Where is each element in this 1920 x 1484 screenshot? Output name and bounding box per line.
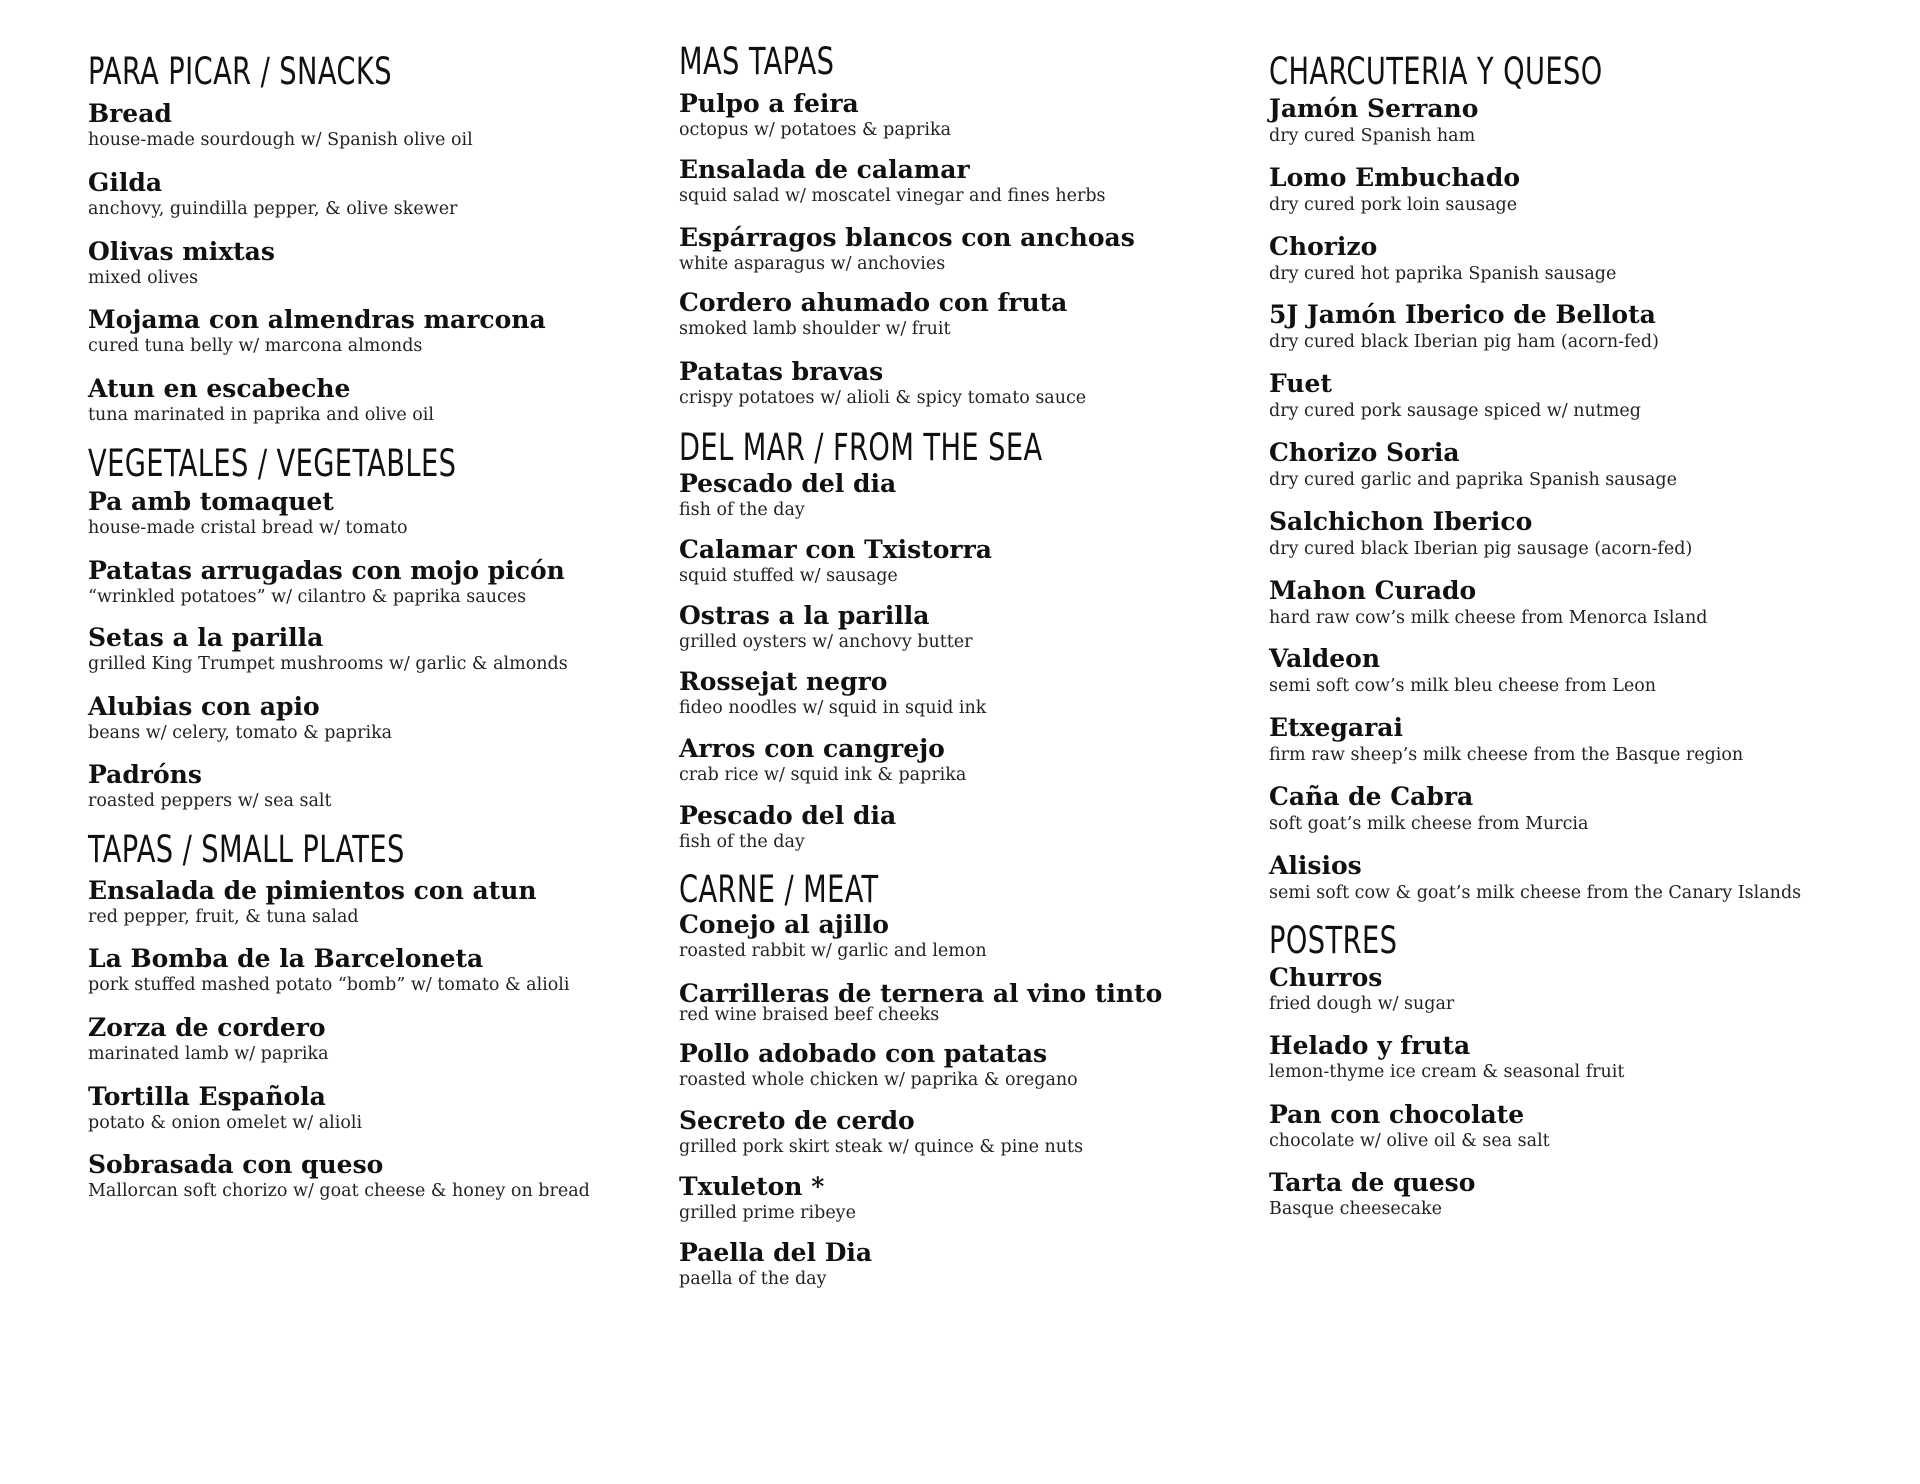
item-description: Basque cheesecake: [1269, 1199, 1442, 1219]
item-description: semi soft cow & goat’s milk cheese from the Canary Islands: [1269, 883, 1802, 903]
item-name: Pa amb tomaquet: [88, 487, 334, 516]
item-description: red pepper, fruit, & tuna salad: [88, 907, 359, 927]
section-title-vegetables: VEGETALES / VEGETABLES: [88, 442, 457, 485]
item-name: Jamón Serrano: [1269, 94, 1479, 123]
item-name: Pescado del dia: [679, 801, 897, 830]
item-name: Alubias con apio: [88, 692, 320, 721]
item-name: Pollo adobado con patatas: [679, 1039, 1048, 1068]
item-description: beans w/ celery, tomato & paprika: [88, 723, 393, 743]
item-name: Mojama con almendras marcona: [88, 305, 546, 334]
item-name: Ensalada de calamar: [679, 155, 970, 184]
item-name: Helado y fruta: [1269, 1031, 1471, 1060]
item-description: semi soft cow’s milk bleu cheese from Leon: [1269, 676, 1657, 696]
item-description: house-made cristal bread w/ tomato: [88, 518, 408, 538]
item-name: Pescado del dia: [679, 469, 897, 498]
item-name: Chorizo: [1269, 232, 1378, 261]
section-title-small-plates: TAPAS / SMALL PLATES: [88, 828, 405, 871]
section-title-from-the-sea: DEL MAR / FROM THE SEA: [679, 426, 1043, 469]
item-description: lemon-thyme ice cream & seasonal fruit: [1269, 1062, 1625, 1082]
item-name: Salchichon Iberico: [1269, 507, 1533, 536]
item-name: Arros con cangrejo: [679, 734, 945, 763]
item-description: mixed olives: [88, 268, 199, 288]
item-description: fried dough w/ sugar: [1269, 994, 1455, 1014]
item-name: Pan con chocolate: [1269, 1100, 1525, 1129]
item-name: Patatas bravas: [679, 357, 884, 386]
item-name: Conejo al ajillo: [679, 910, 889, 939]
item-description: crispy potatoes w/ alioli & spicy tomato sauce: [679, 388, 1087, 408]
item-description: dry cured hot paprika Spanish sausage: [1269, 264, 1617, 284]
item-description: roasted whole chicken w/ paprika & oregano: [679, 1070, 1078, 1090]
section-title-meat: CARNE / MEAT: [679, 868, 879, 911]
item-name: Carrilleras de ternera al vino tinto: [679, 979, 1163, 1008]
menu-column-1: [88, 0, 648, 1484]
item-description: grilled King Trumpet mushrooms w/ garlic & almonds: [88, 654, 568, 674]
item-description: dry cured pork loin sausage: [1269, 195, 1518, 215]
item-description: grilled prime ribeye: [679, 1203, 856, 1223]
item-name: Chorizo Soria: [1269, 438, 1460, 467]
item-description: house-made sourdough w/ Spanish olive oil: [88, 130, 473, 150]
item-description: grilled pork skirt steak w/ quince & pine nuts: [679, 1137, 1084, 1157]
item-name: Etxegarai: [1269, 713, 1403, 742]
item-name: Cordero ahumado con fruta: [679, 288, 1068, 317]
item-name: Ostras a la parilla: [679, 601, 930, 630]
item-description: fish of the day: [679, 500, 805, 520]
section-title-postres: POSTRES: [1269, 919, 1398, 962]
item-description: roasted peppers w/ sea salt: [88, 791, 332, 811]
item-description: paella of the day: [679, 1269, 827, 1289]
item-description: hard raw cow’s milk cheese from Menorca Island: [1269, 608, 1708, 628]
item-description: dry cured black Iberian pig ham (acorn-fed): [1269, 332, 1659, 352]
item-description: dry cured black Iberian pig sausage (acorn-fed): [1269, 539, 1693, 559]
item-name: Alisios: [1269, 851, 1362, 880]
item-name: Valdeon: [1269, 644, 1381, 673]
item-name: Pulpo a feira: [679, 89, 859, 118]
item-name: 5J Jamón Iberico de Bellota: [1269, 300, 1656, 329]
item-name: Txuleton *: [679, 1172, 825, 1201]
item-description: smoked lamb shoulder w/ fruit: [679, 319, 951, 339]
item-name: Sobrasada con queso: [88, 1150, 384, 1179]
item-name: Churros: [1269, 963, 1383, 992]
section-title-snacks: PARA PICAR / SNACKS: [88, 50, 392, 93]
item-name: Rossejat negro: [679, 667, 888, 696]
item-name: Lomo Embuchado: [1269, 163, 1521, 192]
item-description: tuna marinated in paprika and olive oil: [88, 405, 434, 425]
section-title-mas-tapas: MAS TAPAS: [679, 40, 835, 83]
item-description: fideo noodles w/ squid in squid ink: [679, 698, 987, 718]
item-description: cured tuna belly w/ marcona almonds: [88, 336, 423, 356]
item-description: octopus w/ potatoes & paprika: [679, 120, 952, 140]
item-description: soft goat’s milk cheese from Murcia: [1269, 814, 1589, 834]
item-name: Olivas mixtas: [88, 237, 275, 266]
item-description: grilled oysters w/ anchovy butter: [679, 632, 973, 652]
item-description: fish of the day: [679, 832, 805, 852]
item-name: Atun en escabeche: [88, 374, 351, 403]
item-name: La Bomba de la Barceloneta: [88, 944, 484, 973]
menu-column-2: [679, 0, 1259, 1484]
item-description: marinated lamb w/ paprika: [88, 1044, 329, 1064]
item-name: Caña de Cabra: [1269, 782, 1474, 811]
menu-column-3: [1269, 0, 1909, 1484]
item-name: Paella del Dia: [679, 1238, 873, 1267]
item-description: anchovy, guindilla pepper, & olive skewer: [88, 199, 458, 219]
item-name: Bread: [88, 99, 172, 128]
item-name: Patatas arrugadas con mojo picón: [88, 556, 565, 585]
item-name: Tarta de queso: [1269, 1168, 1476, 1197]
item-description: pork stuffed mashed potato “bomb” w/ tomato & alioli: [88, 975, 570, 995]
item-name: Tortilla Española: [88, 1082, 326, 1111]
item-name: Fuet: [1269, 369, 1332, 398]
item-description: squid stuffed w/ sausage: [679, 566, 898, 586]
item-name: Ensalada de pimientos con atun: [88, 876, 537, 905]
section-title-charcuteria-y-queso: CHARCUTERIA Y QUESO: [1269, 50, 1603, 93]
item-name: Zorza de cordero: [88, 1013, 326, 1042]
item-description: crab rice w/ squid ink & paprika: [679, 765, 967, 785]
item-description: red wine braised beef cheeks: [679, 1005, 940, 1025]
item-name: Gilda: [88, 168, 163, 197]
item-description: “wrinkled potatoes” w/ cilantro & paprika sauces: [88, 587, 527, 607]
item-description: Mallorcan soft chorizo w/ goat cheese & honey on bread: [88, 1181, 590, 1201]
item-description: dry cured Spanish ham: [1269, 126, 1476, 146]
item-name: Padróns: [88, 760, 202, 789]
item-description: dry cured garlic and paprika Spanish sausage: [1269, 470, 1677, 490]
item-description: roasted rabbit w/ garlic and lemon: [679, 941, 987, 961]
item-description: squid salad w/ moscatel vinegar and fines herbs: [679, 186, 1106, 206]
item-description: white asparagus w/ anchovies: [679, 254, 946, 274]
item-name: Espárragos blancos con anchoas: [679, 223, 1135, 252]
item-description: dry cured pork sausage spiced w/ nutmeg: [1269, 401, 1641, 421]
item-description: chocolate w/ olive oil & sea salt: [1269, 1131, 1550, 1151]
item-name: Mahon Curado: [1269, 576, 1477, 605]
item-name: Setas a la parilla: [88, 623, 324, 652]
item-description: potato & onion omelet w/ alioli: [88, 1113, 363, 1133]
item-name: Calamar con Txistorra: [679, 535, 992, 564]
item-description: firm raw sheep’s milk cheese from the Basque region: [1269, 745, 1744, 765]
item-name: Secreto de cerdo: [679, 1106, 915, 1135]
